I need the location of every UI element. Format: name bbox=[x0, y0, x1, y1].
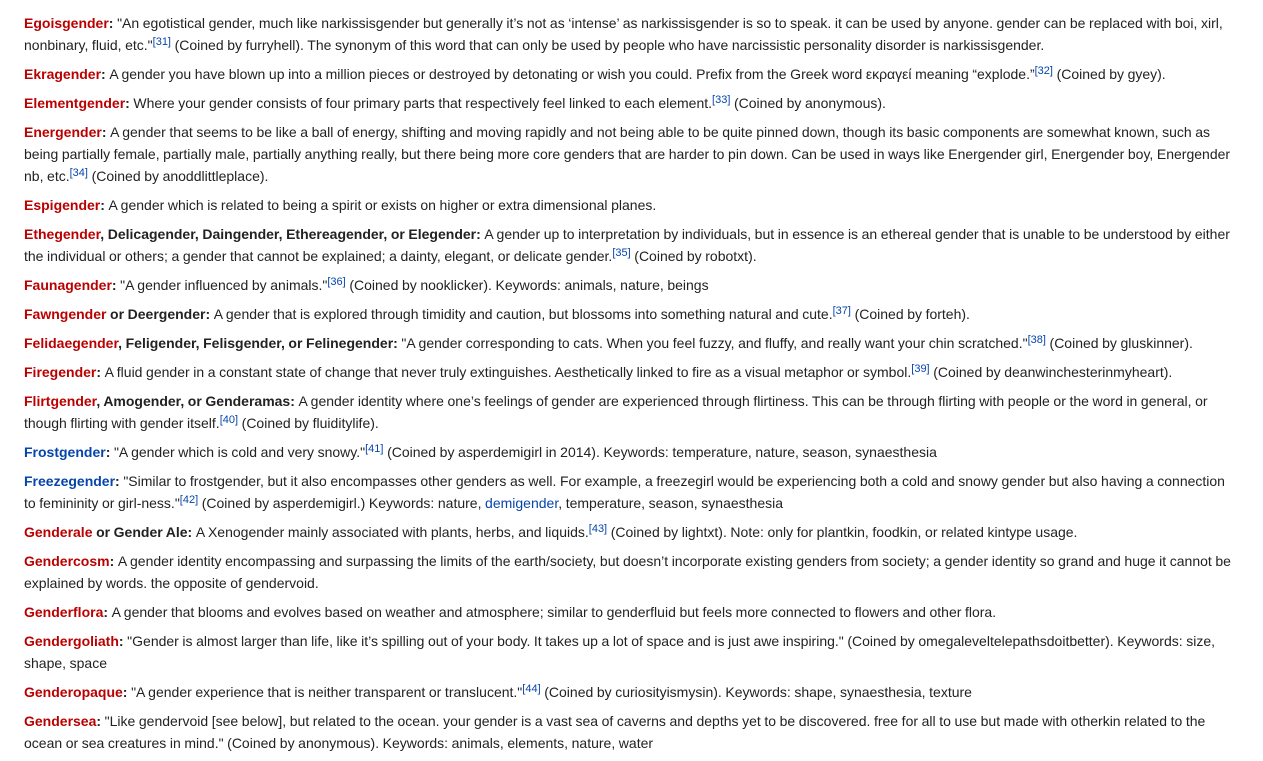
term-link-missing[interactable]: Gendergoliath bbox=[24, 633, 119, 649]
glossary-entry: Genderopaque: "A gender experience that is neither transparent or translucent."[44] (Coined by curiosityismysin). Keywords: shape, synaesthesia, texture bbox=[24, 683, 972, 700]
citation-link[interactable]: [35] bbox=[612, 247, 631, 259]
definition-text: A Xenogender mainly associated with plants, herbs, and liquids. bbox=[195, 524, 589, 540]
citation-link[interactable]: [36] bbox=[327, 276, 346, 288]
definition-text: "A gender experience that is neither transparent or translucent." bbox=[131, 684, 523, 700]
glossary-entry: Ekragender: A gender you have blown up into a million pieces or destroyed by detonating or wish you could. Prefix from the Greek word εκραγεί meaning “explode.”[32] (Coined by gyey). bbox=[24, 65, 1166, 82]
glossary-entry: Ethegender, Delicagender, Daingender, Ethereagender, or Elegender: A gender up to interpretation by individuals, but in essence is an ethereal gender that is unable to be understood by either the individual or others; a gender that cannot be explained; a dainty, elegant, or delicate gender.[35] (Coined by robotxt). bbox=[24, 226, 1230, 264]
citation-link[interactable]: [31] bbox=[152, 36, 171, 48]
glossary-entry: Egoisgender: "An egotistical gender, much like narkissisgender but generally it’s not as ‘intense’ as narkissisgender is so to speak. it can be used by anyone. gender can be replaced with boi, xirl, nonbinary, fluid, etc."[31] (Coined by furryhell). The synonym of this word that can only be used by people who have narcissistic personality disorder is narkissisgender. bbox=[24, 15, 1223, 53]
term-link-missing[interactable]: Genderopaque bbox=[24, 684, 123, 700]
term-link-missing[interactable]: Ekragender bbox=[24, 66, 102, 82]
term-link-missing[interactable]: Egoisgender bbox=[24, 15, 109, 31]
glossary-entry: Espigender: A gender which is related to being a spirit or exists on higher or extra dimensional planes. bbox=[24, 197, 657, 213]
citation-link[interactable]: [34] bbox=[69, 167, 88, 179]
coinage-note: (Coined by forteh). bbox=[854, 306, 970, 322]
glossary-entry: Gendersea: "Like gendervoid [see below], but related to the ocean. your gender is a vast sea of caverns and depths yet to be discovered. free for all to use but made with otherkin related to the ocean or sea creatures in mind." (Coined by anonymous). Keywords: animals, elements, nature, water bbox=[24, 713, 1206, 751]
coinage-note: (Coined by anonymous). bbox=[734, 95, 886, 111]
definition-text: A gender that blooms and evolves based on weather and atmosphere; similar to genderfluid but feels more connected to flowers and other flora. bbox=[111, 604, 997, 620]
term-alias: or Gender Ale bbox=[92, 524, 188, 540]
definition-text: A gender that seems to be like a ball of energy, shifting and moving rapidly and not being able to be quite pinned down, though its basic components are somewhat known, such as being partially female, partially male, partially anything really, but there being more core genders that are harder to pin down. Can be used in ways like Energender girl, Energender boy, Energender nb, etc. bbox=[24, 124, 1231, 184]
definition-text: "A gender which is cold and very snowy." bbox=[113, 444, 366, 460]
citation-link[interactable]: [43] bbox=[588, 523, 608, 535]
coinage-note: (Coined by deanwinchesterinmyheart). bbox=[933, 364, 1173, 380]
definition-text: "Gender is almost larger than life, like it’s spilling out of your body. It takes up a lot of space and is just awe inspiring." (Coined by omegaleveltelepathsdoitbetter). Keywords: size, shape, space bbox=[24, 633, 1216, 671]
keywords-text: , temperature, season, synaesthesia bbox=[558, 495, 784, 511]
definition-text: "A gender influenced by animals." bbox=[120, 277, 328, 293]
term-link[interactable]: Frostgender bbox=[24, 444, 106, 460]
glossary-entry: Frostgender: "A gender which is cold and very snowy."[41] (Coined by asperdemigirl in 2014). Keywords: temperature, nature, season, synaesthesia bbox=[24, 443, 937, 460]
glossary-entry: Genderale or Gender Ale: A Xenogender mainly associated with plants, herbs, and liquids.[43] (Coined by lightxt). Note: only for plantkin, foodkin, or related kintype usage. bbox=[24, 523, 1078, 540]
term-link-missing[interactable]: Espigender bbox=[24, 197, 101, 213]
term-link-missing[interactable]: Genderale bbox=[24, 524, 93, 540]
coinage-note: (Coined by asperdemigirl in 2014). Keywords: temperature, nature, season, synaesthesia bbox=[387, 444, 937, 460]
term-link-missing[interactable]: Flirtgender bbox=[24, 393, 97, 409]
citation-link[interactable]: [40] bbox=[219, 414, 239, 426]
coinage-note: (Coined by curiosityismysin). Keywords: shape, synaesthesia, texture bbox=[544, 684, 972, 700]
term-link[interactable]: Freezegender bbox=[24, 473, 116, 489]
inline-wiki-link[interactable]: demigender bbox=[485, 495, 559, 511]
citation-link[interactable]: [38] bbox=[1027, 334, 1046, 346]
term-alias: , Feligender, Felisgender, or Felinegender bbox=[118, 335, 394, 351]
definition-text: A gender you have blown up into a million pieces or destroyed by detonating or wish you could. Prefix from the Greek word εκραγεί meaning “explode.” bbox=[109, 66, 1035, 82]
glossary-entry: Firegender: A fluid gender in a constant state of change that never truly extinguishes. Aesthetically linked to fire as a visual metaphor or symbol.[39] (Coined by deanwinchesterinmyheart). bbox=[24, 363, 1173, 380]
coinage-note: (Coined by nooklicker). Keywords: animals, nature, beings bbox=[349, 277, 709, 293]
coinage-note: (Coined by asperdemigirl.) Keywords: nature, bbox=[201, 495, 482, 511]
term-link-missing[interactable]: Gendersea bbox=[24, 713, 97, 729]
term-link-missing[interactable]: Fawngender bbox=[24, 306, 107, 322]
coinage-note: (Coined by gluskinner). bbox=[1049, 335, 1193, 351]
term-alias: , Amogender, or Genderamas bbox=[96, 393, 291, 409]
term-link-missing[interactable]: Faunagender bbox=[24, 277, 112, 293]
definition-text: A gender identity where one’s feelings of gender are experienced through flirtiness. This can be through flirting with people or the word in general, or though flirting with gender itself. bbox=[24, 393, 1208, 431]
definition-text: A gender up to interpretation by individuals, but in essence is an ethereal gender that is unable to be understood by either the individual or others; a gender that cannot be explained; a dainty, elegant, or delicate gender. bbox=[24, 226, 1230, 264]
definition-text: A gender identity encompassing and surpassing the limits of the earth/society, but doesn’t incorporate existing genders from society; a gender identity so grand and huge it cannot be explained by words. the opposite of gendervoid. bbox=[24, 553, 1231, 591]
glossary-entry: Gendercosm: A gender identity encompassing and surpassing the limits of the earth/society, but doesn’t incorporate existing genders from society; a gender identity so grand and huge it cannot be explained by words. the opposite of gendervoid. bbox=[24, 553, 1231, 591]
definition-text: Where your gender consists of four primary parts that respectively feel linked to each element. bbox=[133, 95, 713, 111]
glossary-entry: Gendergoliath: "Gender is almost larger than life, like it’s spilling out of your body. It takes up a lot of space and is just awe inspiring." (Coined by omegaleveltelepathsdoitbetter). Keywords: size, shape, space bbox=[24, 633, 1216, 671]
coinage-note: (Coined by fluiditylife). bbox=[241, 415, 379, 431]
citation-link[interactable]: [44] bbox=[522, 683, 541, 695]
term-link-missing[interactable]: Energender bbox=[24, 124, 102, 140]
glossary-entry: Faunagender: "A gender influenced by animals."[36] (Coined by nooklicker). Keywords: animals, nature, beings bbox=[24, 276, 709, 293]
term-link-missing[interactable]: Elementgender bbox=[24, 95, 126, 111]
glossary-entry: Felidaegender, Feligender, Felisgender, or Felinegender: "A gender corresponding to cats. When you feel fuzzy, and fluffy, and really want your chin scratched."[38] (Coined by gluskinner). bbox=[24, 334, 1193, 351]
term-link-missing[interactable]: Ethegender bbox=[24, 226, 101, 242]
definition-text: A gender that is explored through timidity and caution, but blossoms into something natural and cute. bbox=[213, 306, 833, 322]
definition-text: "Similar to frostgender, but it also encompasses other genders as well. For example, a freezegirl would be experiencing both a cold and snowy gender but also having a connection to femininity or girl-ness." bbox=[24, 473, 1225, 511]
citation-link[interactable]: [42] bbox=[179, 494, 199, 506]
citation-link[interactable]: [41] bbox=[365, 443, 384, 455]
glossary-entry: Elementgender: Where your gender consists of four primary parts that respectively feel linked to each element.[33] (Coined by anonymous). bbox=[24, 94, 886, 111]
glossary-entry: Energender: A gender that seems to be like a ball of energy, shifting and moving rapidly and not being able to be quite pinned down, though its basic components are somewhat known, such as being partially female, partially male, partially anything really, but there being more core genders that are harder to pin down. Can be used in ways like Energender girl, Energender boy, Energender nb, etc.[34] (Coined by anoddlittleplace). bbox=[24, 124, 1231, 184]
glossary-entry: Fawngender or Deergender: A gender that is explored through timidity and caution, but blossoms into something natural and cute.[37] (Coined by forteh). bbox=[24, 305, 970, 322]
coinage-note: (Coined by anoddlittleplace). bbox=[91, 168, 269, 184]
coinage-note: (Coined by lightxt). Note: only for plantkin, foodkin, or related kintype usage. bbox=[610, 524, 1078, 540]
term-link-missing[interactable]: Gendercosm bbox=[24, 553, 110, 569]
coinage-note: (Coined by robotxt). bbox=[634, 248, 757, 264]
article-content bbox=[24, 0, 1236, 761]
term-link-missing[interactable]: Firegender bbox=[24, 364, 97, 380]
term-alias: or Deergender bbox=[106, 306, 206, 322]
definition-text: A gender which is related to being a spirit or exists on higher or extra dimensional planes. bbox=[108, 197, 657, 213]
citation-link[interactable]: [32] bbox=[1034, 65, 1053, 77]
term-alias: , Delicagender, Daingender, Ethereagender, or Elegender bbox=[100, 226, 477, 242]
definition-text: "Like gendervoid [see below], but related to the ocean. your gender is a vast sea of caverns and depths yet to be discovered. free for all to use but made with otherkin related to the ocean or sea creatures in mind." (Coined by anonymous). Keywords: animals, elements, nature, water bbox=[24, 713, 1206, 751]
glossary-entry: Freezegender: "Similar to frostgender, but it also encompasses other genders as well. For example, a freezegirl would be experiencing both a cold and snowy gender but also having a connection to femininity or girl-ness."[42] (Coined by asperdemigirl.) Keywords: nature, demigender, temperature, season, synaesthesia bbox=[24, 473, 1225, 511]
definition-text: A fluid gender in a constant state of change that never truly extinguishes. Aesthetically linked to fire as a visual metaphor or symbol. bbox=[104, 364, 912, 380]
term-link-missing[interactable]: Felidaegender bbox=[24, 335, 119, 351]
definition-text: "A gender corresponding to cats. When you feel fuzzy, and fluffy, and really want your chin scratched." bbox=[401, 335, 1028, 351]
coinage-note: (Coined by gyey). bbox=[1056, 66, 1166, 82]
glossary-entry: Flirtgender, Amogender, or Genderamas: A gender identity where one’s feelings of gender are experienced through flirtiness. This can be through flirting with people or the word in general, or though flirting with gender itself.[40] (Coined by fluiditylife). bbox=[24, 393, 1208, 431]
citation-link[interactable]: [39] bbox=[911, 363, 930, 375]
term-link-missing[interactable]: Genderflora bbox=[24, 604, 104, 620]
definition-text: "An egotistical gender, much like narkissisgender but generally it’s not as ‘intense’ as narkissisgender is so to speak. it can be used by anyone. gender can be replaced with boi, xirl, nonbinary, fluid, etc." bbox=[24, 15, 1223, 53]
glossary-entry: Genderflora: A gender that blooms and evolves based on weather and atmosphere; similar to genderfluid but feels more connected to flowers and other flora. bbox=[24, 604, 997, 620]
glossary-list bbox=[24, 12, 1236, 754]
citation-link[interactable]: [33] bbox=[712, 94, 731, 106]
coinage-note: (Coined by furryhell). The synonym of this word that can only be used by people who have narcissistic personality disorder is narkissisgender. bbox=[174, 37, 1045, 53]
citation-link[interactable]: [37] bbox=[832, 305, 851, 317]
